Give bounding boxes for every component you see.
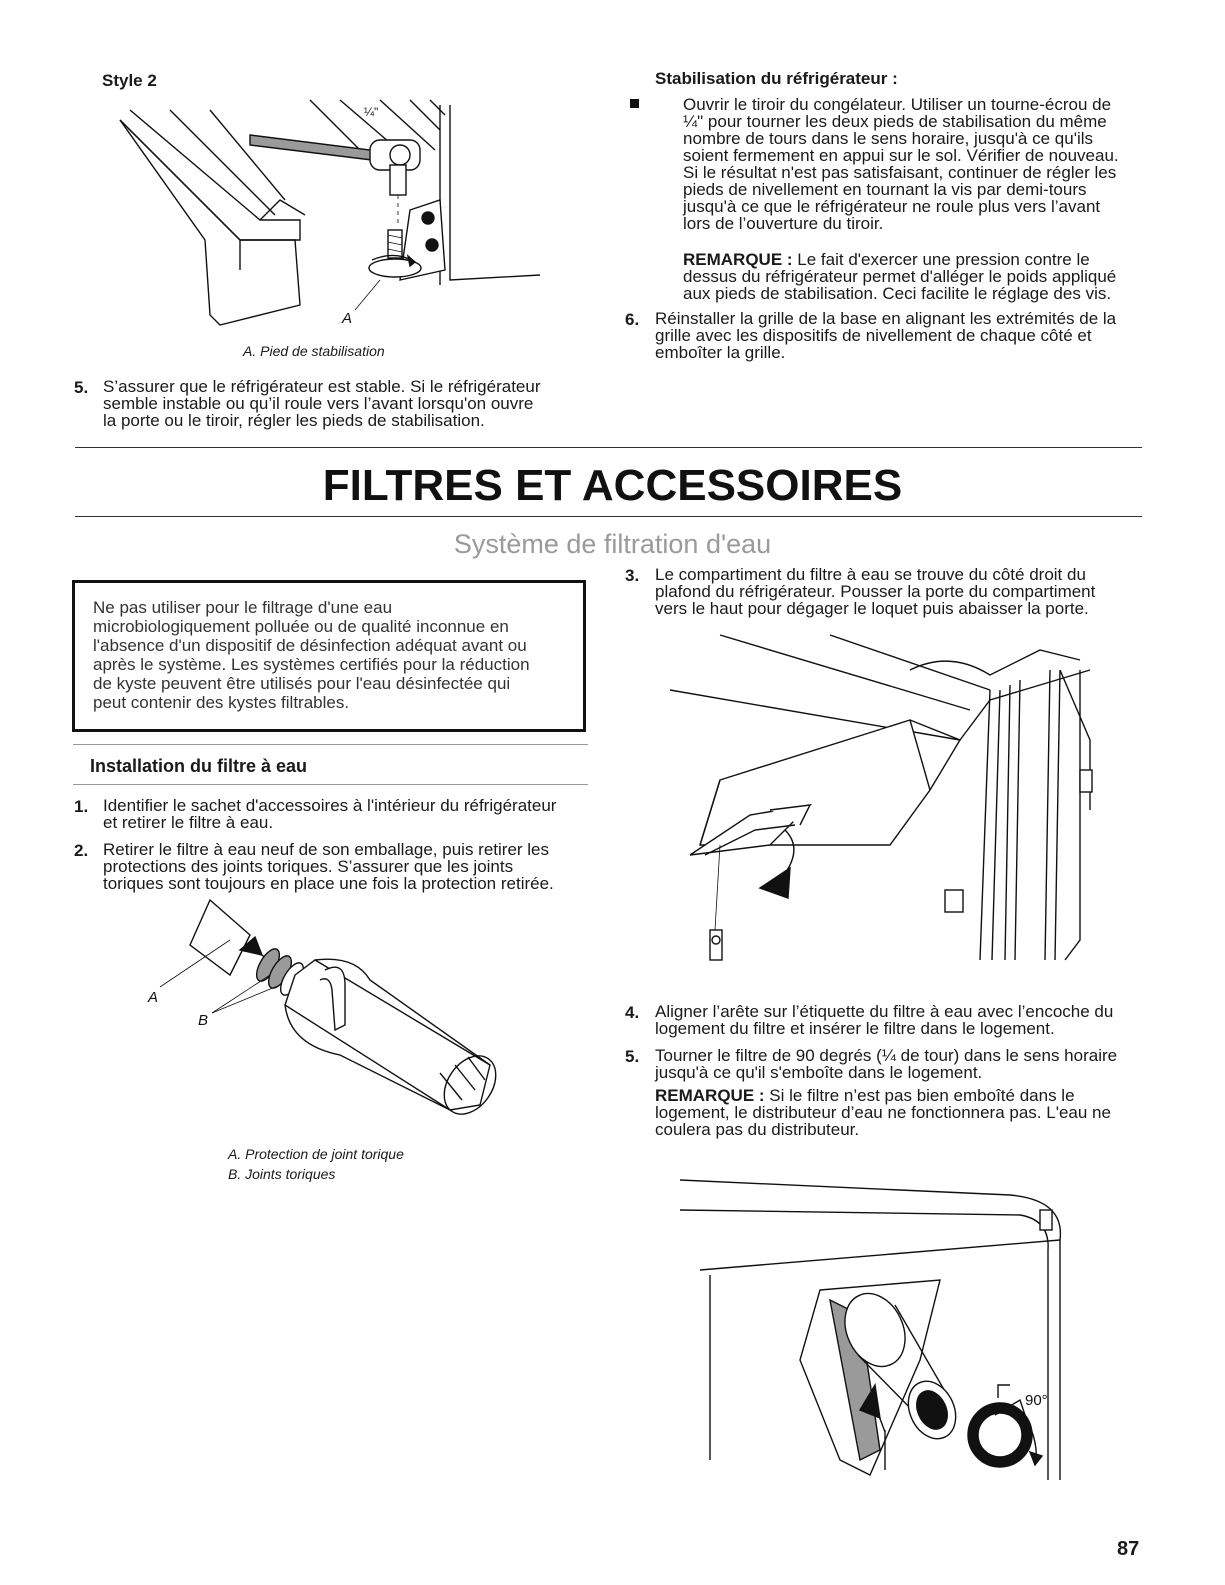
label-a: A	[342, 310, 353, 327]
section-divider-bottom	[75, 516, 1142, 517]
subsection-title: Système de filtration d'eau	[453, 529, 772, 559]
section-title: FILTRES ET ACCESSOIRES	[322, 461, 903, 510]
stabilization-bullet-text: Ouvrir le tiroir du congélateur. Utiliser un tourne-écrou de ¼" pour tourner les deux pieds de stabilisation du même nombre de tours dans le sens horaire, jusqu'à ce qu'ils soient fermement en appui sur le sol. Vérifier de nouveau. Si le résultat n'est pas satisfaisant, continuer de régler les pieds de nivellement en tournant la vis par demi-tours jusqu'à ce que le réfrigérateur ne roule plus vers l’avant lors de l’ouverture du tiroir.	[683, 95, 1119, 233]
label-b: B	[198, 1012, 209, 1029]
filter-rotation-figure	[680, 1160, 1080, 1480]
filter-captions: A. Protection de joint torique B. Joints toriques	[228, 1146, 404, 1182]
step-5b-note: REMARQUE : Si le filtre n’est pas bien emboîté dans le logement, le distributeur d’eau ne fonctionnera pas. L'eau ne coulera pas du distributeur.	[655, 1086, 1111, 1139]
stabilization-foot-figure	[110, 90, 550, 340]
install-rule-top	[73, 744, 588, 745]
stabilization-note: REMARQUE : Le fait d'exercer une pression contre le dessus du réfrigérateur permet d'alléger le poids appliqué aux pieds de stabilisation. Ceci facilite le réglage des vis.	[683, 250, 1117, 303]
step-5b-number: 5.	[625, 1047, 640, 1066]
section-divider-top	[75, 447, 1142, 448]
step-3-text: Le compartiment du filtre à eau se trouve du côté droit du plafond du réfrigérateur. Pousser la porte du compartiment vers le haut pour dégager le loquet puis abaisser la porte.	[655, 565, 1096, 618]
stabilization-heading: Stabilisation du réfrigérateur :	[655, 69, 898, 88]
step-5-text: S’assurer que le réfrigérateur est stable. Si le réfrigérateur semble instable ou qu’il roule vers l’avant lorsqu'on ouvre la porte ou le tiroir, régler les pieds de stabilisation.	[103, 377, 541, 430]
step-1-text: Identifier le sachet d'accessoires à l'intérieur du réfrigérateur et retirer le filtre à eau.	[103, 796, 557, 832]
step-5b-text: Tourner le filtre de 90 degrés (¼ de tour) dans le sens horaire jusqu'à ce qu'il s'emboîte dans le logement.	[655, 1046, 1118, 1082]
bullet-square-icon	[630, 99, 639, 108]
install-rule-bottom	[73, 784, 588, 785]
step-4-number: 4.	[625, 1003, 640, 1022]
install-heading: Installation du filtre à eau	[90, 756, 308, 776]
degree-label: 90°	[1025, 1392, 1048, 1409]
step-6-text: Réinstaller la grille de la base en alignant les extrémités de la grille avec les dispositifs de nivellement de chaque côté et emboîter la grille.	[655, 309, 1117, 362]
stabilization-caption: A. Pied de stabilisation	[243, 343, 385, 359]
step-2-text: Retirer le filtre à eau neuf de son emballage, puis retirer les protections des joints toriques. S’assurer que les joints toriques sont toujours en place une fois la protection retirée.	[103, 840, 554, 893]
water-filter-figure	[140, 895, 520, 1145]
page-number: 87	[1117, 1538, 1140, 1560]
warning-text: Ne pas utiliser pour le filtrage d'une eau microbiologiquement polluée ou de qualité inconnue en l'absence d'un dispositif de désinfection adéquat avant ou après le système. Les systèmes certifiés pour la réduction de kyste peuvent être utilisés pour l'eau désinfectée qui peut contenir des kystes filtrables.	[93, 598, 530, 712]
step-4-text: Aligner l’arête sur l’étiquette du filtre à eau avec l’encoche du logement du filtre et insérer le filtre dans le logement.	[655, 1002, 1114, 1038]
step-5-number: 5.	[74, 378, 89, 397]
label-quarter-inch: ¼"	[364, 105, 379, 119]
filter-compartment-figure	[660, 630, 1100, 970]
step-3-number: 3.	[625, 566, 640, 585]
step-2-number: 2.	[74, 841, 89, 860]
style-label: Style 2	[102, 71, 157, 90]
step-6-number: 6.	[625, 310, 640, 329]
label-a: A	[148, 989, 159, 1006]
step-1-number: 1.	[74, 797, 89, 816]
